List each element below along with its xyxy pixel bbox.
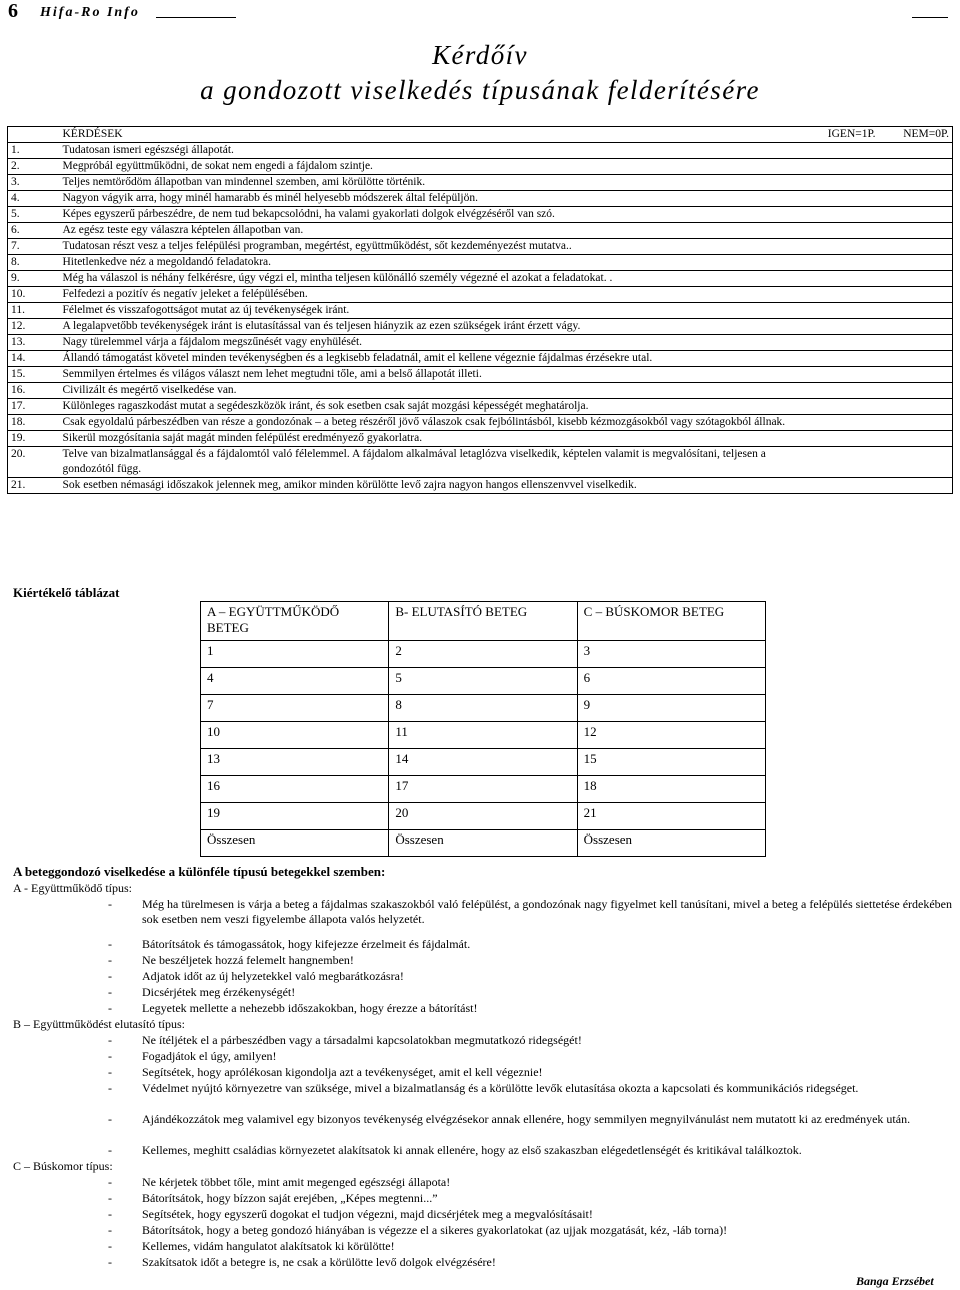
question-row [8, 351, 953, 367]
question-number: 6. [8, 223, 60, 239]
no-cell [879, 319, 953, 335]
question-row [8, 478, 953, 494]
no-cell [879, 415, 953, 431]
no-cell [879, 383, 953, 399]
question-text: Civilizált és megértő viselkedése van. [60, 383, 801, 399]
dash-bullet: - [108, 1033, 112, 1047]
behaviour-item-text: Bátorítsátok, hogy a beteg gondozó hiányában is végezze el a sikeres gyakorlatokat (az ujjak mozgatását, kéz, -láb torna)! [142, 1223, 728, 1237]
behaviour-list-item [108, 1255, 952, 1270]
dash-bullet: - [108, 1207, 112, 1221]
no-cell [879, 239, 953, 255]
question-row [8, 367, 953, 383]
yes-cell [801, 303, 879, 319]
question-text: Állandó támogatást követel minden tevékenységben és a legkisebb feladatnál, amit el kellene végeznie fájdalmas érzésekre utal. [60, 351, 801, 367]
evaluation-table [200, 601, 766, 857]
behaviour-item-text: Segítsétek, hogy egyszerű dogokat el tudjon végezni, majd dicsérjétek meg a megvalósításait! [142, 1207, 593, 1221]
evaluation-cell: Összesen [201, 830, 389, 857]
page-subtitle: a gondozott viselkedés típusának felderítésére [200, 75, 760, 105]
behaviour-item-text: Szakítsatok időt a betegre is, ne csak a körülötte levő dolgok elvégzésére! [142, 1255, 496, 1269]
no-cell [879, 255, 953, 271]
behaviour-item-text: Védelmet nyújtó környezetre van szüksége, mivel a bizalmatlanság és a körülötte levők elutasítása okozta a kapcsolati és kommunikációs ridegséget. [142, 1081, 859, 1095]
dash-bullet: - [108, 985, 112, 999]
yes-cell [801, 431, 879, 447]
yes-cell [801, 159, 879, 175]
question-number: 7. [8, 239, 60, 255]
evaluation-row [201, 722, 766, 749]
behaviour-list-item [108, 937, 952, 952]
evaluation-header-cell: A – EGYÜTTMŰKÖDŐ BETEG [201, 602, 389, 641]
dash-bullet: - [108, 1175, 112, 1189]
yes-cell [801, 335, 879, 351]
behaviour-list-item [108, 1191, 952, 1206]
behaviour-list-item [108, 985, 952, 1000]
evaluation-row [201, 776, 766, 803]
behaviour-group-label: B – Együttműködést elutasító típus: [13, 1017, 185, 1031]
evaluation-cell: 16 [201, 776, 389, 803]
evaluation-row [201, 749, 766, 776]
question-text: Sok esetben némasági időszakok jelennek meg, amikor minden körülötte levő zajra nagyon hangos ellenszenvvel viselkedik. [60, 478, 801, 494]
question-text: A legalapvetőbb tevékenységek iránt is elutasítással van és teljesen hiányzik az ezen szükségek iránt érzett vágy. [60, 319, 801, 335]
question-row [8, 399, 953, 415]
no-cell [879, 351, 953, 367]
behaviour-item-text: Ne beszéljetek hozzá felemelt hangnemben! [142, 953, 354, 967]
yes-cell [801, 367, 879, 383]
behaviour-list-item [108, 1033, 952, 1048]
behaviour-list-item [108, 1143, 952, 1158]
no-cell [879, 159, 953, 175]
evaluation-cell: 5 [389, 668, 577, 695]
question-row [8, 239, 953, 255]
question-number: 1. [8, 143, 60, 159]
question-text: Sikerül mozgósítania saját magát minden felépülést eredményező gyakorlatra. [60, 431, 801, 447]
yes-cell [801, 191, 879, 207]
evaluation-label: Kiértékelő táblázat [13, 585, 120, 600]
no-cell [879, 271, 953, 287]
evaluation-row [201, 803, 766, 830]
question-row [8, 223, 953, 239]
page-header [8, 0, 954, 22]
yes-cell [801, 415, 879, 431]
question-text: Különleges ragaszkodást mutat a segédeszközök iránt, és sok esetben csak saját mozgási képességét meghatárolja. [60, 399, 801, 415]
question-row [8, 335, 953, 351]
dash-bullet: - [108, 1065, 112, 1079]
behaviour-list-item [108, 969, 952, 984]
evaluation-cell: 9 [577, 695, 765, 722]
behaviour-item-text: Legyetek mellette a nehezebb időszakokban, hogy érezze a bátorítást! [142, 1001, 478, 1015]
question-number: 20. [8, 447, 60, 478]
question-text: Csak egyoldalú párbeszédben van része a gondozónak – a beteg részéről jövő válaszok csak fejbólintásból, kisebb kézmozgásokból vagy szótagokból állnak. [60, 415, 801, 431]
evaluation-cell: 12 [577, 722, 765, 749]
behaviour-item-text: Kellemes, meghitt családias környezetet alakítsatok ki annak ellenére, hogy az első szakaszban elégedetlenségét és kritikával találkoztok. [142, 1143, 802, 1157]
behaviour-heading: A beteggondozó viselkedése a különféle típusú betegekkel szemben: [13, 864, 386, 879]
evaluation-cell: 21 [577, 803, 765, 830]
author-signature: Banga Erzsébet [856, 1274, 934, 1288]
question-row [8, 319, 953, 335]
behaviour-list-item [108, 1239, 952, 1254]
behaviour-list-item [108, 1112, 952, 1127]
behaviour-list-item [108, 1223, 952, 1238]
question-row [8, 431, 953, 447]
question-row [8, 271, 953, 287]
page-title: Kérdőív [432, 40, 528, 70]
question-row [8, 191, 953, 207]
question-text: Hitetlenkedve néz a megoldandó feladatokra. [60, 255, 801, 271]
behaviour-list-item [108, 953, 952, 968]
yes-cell [801, 447, 879, 478]
questionnaire-header-row [8, 127, 953, 143]
no-cell [879, 447, 953, 478]
question-row [8, 159, 953, 175]
publication-name: Hifa-Ro Info [40, 5, 140, 20]
evaluation-cell: 8 [389, 695, 577, 722]
yes-header: IGEN=1P. [827, 128, 876, 140]
evaluation-cell: 1 [201, 641, 389, 668]
evaluation-cell: 13 [201, 749, 389, 776]
no-cell [879, 143, 953, 159]
evaluation-cell: 4 [201, 668, 389, 695]
evaluation-cell: 20 [389, 803, 577, 830]
no-cell [879, 335, 953, 351]
no-cell [879, 223, 953, 239]
dash-bullet: - [108, 1112, 112, 1126]
behaviour-item-text: Bátorítsátok és támogassátok, hogy kifejezze érzelmeit és fájdalmát. [142, 937, 471, 951]
behaviour-list-item [108, 1207, 952, 1222]
question-row [8, 303, 953, 319]
question-text: Semmilyen értelmes és világos választ nem lehet megtudni tőle, ami a belső állapotát illeti. [60, 367, 801, 383]
behaviour-item-text: Bátorítsátok, hogy bízzon saját erejében, „Képes megtenni...” [142, 1191, 438, 1205]
header-rule-right [912, 17, 948, 18]
evaluation-cell: 7 [201, 695, 389, 722]
evaluation-cell: Összesen [389, 830, 577, 857]
behaviour-list-item [108, 897, 952, 927]
no-cell [879, 207, 953, 223]
yes-cell [801, 223, 879, 239]
yes-cell [801, 319, 879, 335]
evaluation-header-cell: B- ELUTASÍTÓ BETEG [389, 602, 577, 641]
question-text: Telve van bizalmatlansággal és a fájdalomtól való félelemmel. A fájdalom alkalmával letaglózva viselkedik, képtelen valamit is megvalósítani, teljesen a gondozótól függ. [60, 447, 801, 478]
yes-cell [801, 255, 879, 271]
behaviour-item-text: Még ha türelmesen is várja a beteg a fájdalmas szakaszokból való felépülést, a gondozónak nagy figyelmet kell tanúsítani, mivel a beteg a felépülés siettetése érdekében sok esetben nem veszi figyelembe állapota valós helyzetét. [142, 897, 952, 926]
question-number: 14. [8, 351, 60, 367]
question-number: 10. [8, 287, 60, 303]
evaluation-header-cell: C – BÚSKOMOR BETEG [577, 602, 765, 641]
question-number: 4. [8, 191, 60, 207]
no-cell [879, 431, 953, 447]
behaviour-list-item [108, 1175, 952, 1190]
dash-bullet: - [108, 1191, 112, 1205]
question-row [8, 447, 953, 478]
behaviour-item-text: Ajándékozzátok meg valamivel egy bizonyos tevékenység elvégzésekor annak ellenére, hogy semmilyen megnyilvánulást nem mutatott ki az eredmények után. [142, 1112, 911, 1126]
question-row [8, 287, 953, 303]
evaluation-cell: 10 [201, 722, 389, 749]
no-cell [879, 287, 953, 303]
question-text: Tudatosan részt vesz a teljes felépülési programban, megértést, együttműködést, sőt kezdeményezést mutatva.. [60, 239, 801, 255]
question-number: 13. [8, 335, 60, 351]
question-text: Nagy türelemmel várja a fájdalom megszűnését vagy enyhülését. [60, 335, 801, 351]
question-text: Az egész teste egy válaszra képtelen állapotban van. [60, 223, 801, 239]
yes-cell [801, 478, 879, 494]
behaviour-list-item [108, 1081, 952, 1096]
yes-cell [801, 287, 879, 303]
question-number: 15. [8, 367, 60, 383]
behaviour-list-item [108, 1001, 952, 1016]
question-number: 2. [8, 159, 60, 175]
question-text: Képes egyszerű párbeszédre, de nem tud bekapcsolódni, ha valami gyakorlati dolgok elvégzéséről van szó. [60, 207, 801, 223]
behaviour-item-text: Adjatok időt az új helyzetekkel való megbarátkozásra! [142, 969, 404, 983]
behaviour-item-text: Ne kérjetek többet tőle, mint amit megenged egészségi állapota! [142, 1175, 451, 1189]
no-header: NEM=0P. [903, 128, 949, 140]
no-cell [879, 303, 953, 319]
question-text: Teljes nemtörődöm állapotban van mindennel szemben, ami körülötte történik. [60, 175, 801, 191]
page-number: 6 [8, 0, 18, 22]
questionnaire-table [7, 126, 953, 494]
question-number: 18. [8, 415, 60, 431]
evaluation-cell: 6 [577, 668, 765, 695]
question-text: Még ha válaszol is néhány felkérésre, úgy végzi el, mintha teljesen különálló személy végezné el azokat a feladatokat. . [60, 271, 801, 287]
question-text: Felfedezi a pozitív és negatív jeleket a felépülésében. [60, 287, 801, 303]
question-text: Félelmet és visszafogottságot mutat az új tevékenységek iránt. [60, 303, 801, 319]
questions-header: KÉRDÉSEK [62, 128, 123, 140]
behaviour-group-label: C – Búskomor típus: [13, 1159, 113, 1173]
question-number: 5. [8, 207, 60, 223]
dash-bullet: - [108, 1255, 112, 1269]
dash-bullet: - [108, 1223, 112, 1237]
behaviour-item-text: Ne ítéljétek el a párbeszédben vagy a társadalmi kapcsolatokban megmutatkozó ridegségét! [142, 1033, 582, 1047]
yes-cell [801, 175, 879, 191]
evaluation-cell: 2 [389, 641, 577, 668]
dash-bullet: - [108, 1239, 112, 1253]
question-number: 16. [8, 383, 60, 399]
dash-bullet: - [108, 1081, 112, 1095]
behaviour-item-text: Segítsétek, hogy aprólékosan kigondolja azt a tevékenységet, amit el kell végeznie! [142, 1065, 543, 1079]
evaluation-cell: 14 [389, 749, 577, 776]
question-number: 8. [8, 255, 60, 271]
yes-cell [801, 271, 879, 287]
question-number: 12. [8, 319, 60, 335]
question-number: 21. [8, 478, 60, 494]
header-rule-left [156, 17, 236, 18]
behaviour-item-text: Dicsérjétek meg érzékenységét! [142, 985, 296, 999]
question-number: 9. [8, 271, 60, 287]
question-row [8, 383, 953, 399]
behaviour-list-item [108, 1065, 952, 1080]
evaluation-cell: 19 [201, 803, 389, 830]
behaviour-item-text: Kellemes, vidám hangulatot alakítsatok ki körülötte! [142, 1239, 395, 1253]
dash-bullet: - [108, 937, 112, 951]
evaluation-cell: Összesen [577, 830, 765, 857]
question-number: 11. [8, 303, 60, 319]
question-row [8, 143, 953, 159]
question-text: Megpróbál együttműködni, de sokat nem engedi a fájdalom szintje. [60, 159, 801, 175]
no-cell [879, 367, 953, 383]
question-row [8, 415, 953, 431]
no-cell [879, 191, 953, 207]
evaluation-row [201, 641, 766, 668]
yes-cell [801, 143, 879, 159]
yes-cell [801, 239, 879, 255]
question-number: 3. [8, 175, 60, 191]
question-row [8, 175, 953, 191]
yes-cell [801, 399, 879, 415]
dash-bullet: - [108, 953, 112, 967]
dash-bullet: - [108, 897, 112, 911]
no-cell [879, 478, 953, 494]
evaluation-row [201, 830, 766, 857]
evaluation-cell: 11 [389, 722, 577, 749]
behaviour-group-label: A - Együttműködő típus: [13, 881, 133, 895]
question-text: Tudatosan ismeri egészségi állapotát. [60, 143, 801, 159]
evaluation-cell: 17 [389, 776, 577, 803]
evaluation-row [201, 695, 766, 722]
dash-bullet: - [108, 1001, 112, 1015]
evaluation-cell: 15 [577, 749, 765, 776]
question-text: Nagyon vágyik arra, hogy minél hamarabb és minél helyesebb módszerek által felépüljön. [60, 191, 801, 207]
no-cell [879, 399, 953, 415]
question-row [8, 207, 953, 223]
behaviour-list-item [108, 1049, 952, 1064]
evaluation-cell: 3 [577, 641, 765, 668]
yes-cell [801, 351, 879, 367]
question-row [8, 255, 953, 271]
dash-bullet: - [108, 969, 112, 983]
evaluation-header-row [201, 602, 766, 641]
no-cell [879, 175, 953, 191]
behaviour-item-text: Fogadjátok el úgy, amilyen! [142, 1049, 277, 1063]
question-number: 17. [8, 399, 60, 415]
dash-bullet: - [108, 1049, 112, 1063]
yes-cell [801, 383, 879, 399]
evaluation-row [201, 668, 766, 695]
yes-cell [801, 207, 879, 223]
question-number: 19. [8, 431, 60, 447]
evaluation-cell: 18 [577, 776, 765, 803]
dash-bullet: - [108, 1143, 112, 1157]
